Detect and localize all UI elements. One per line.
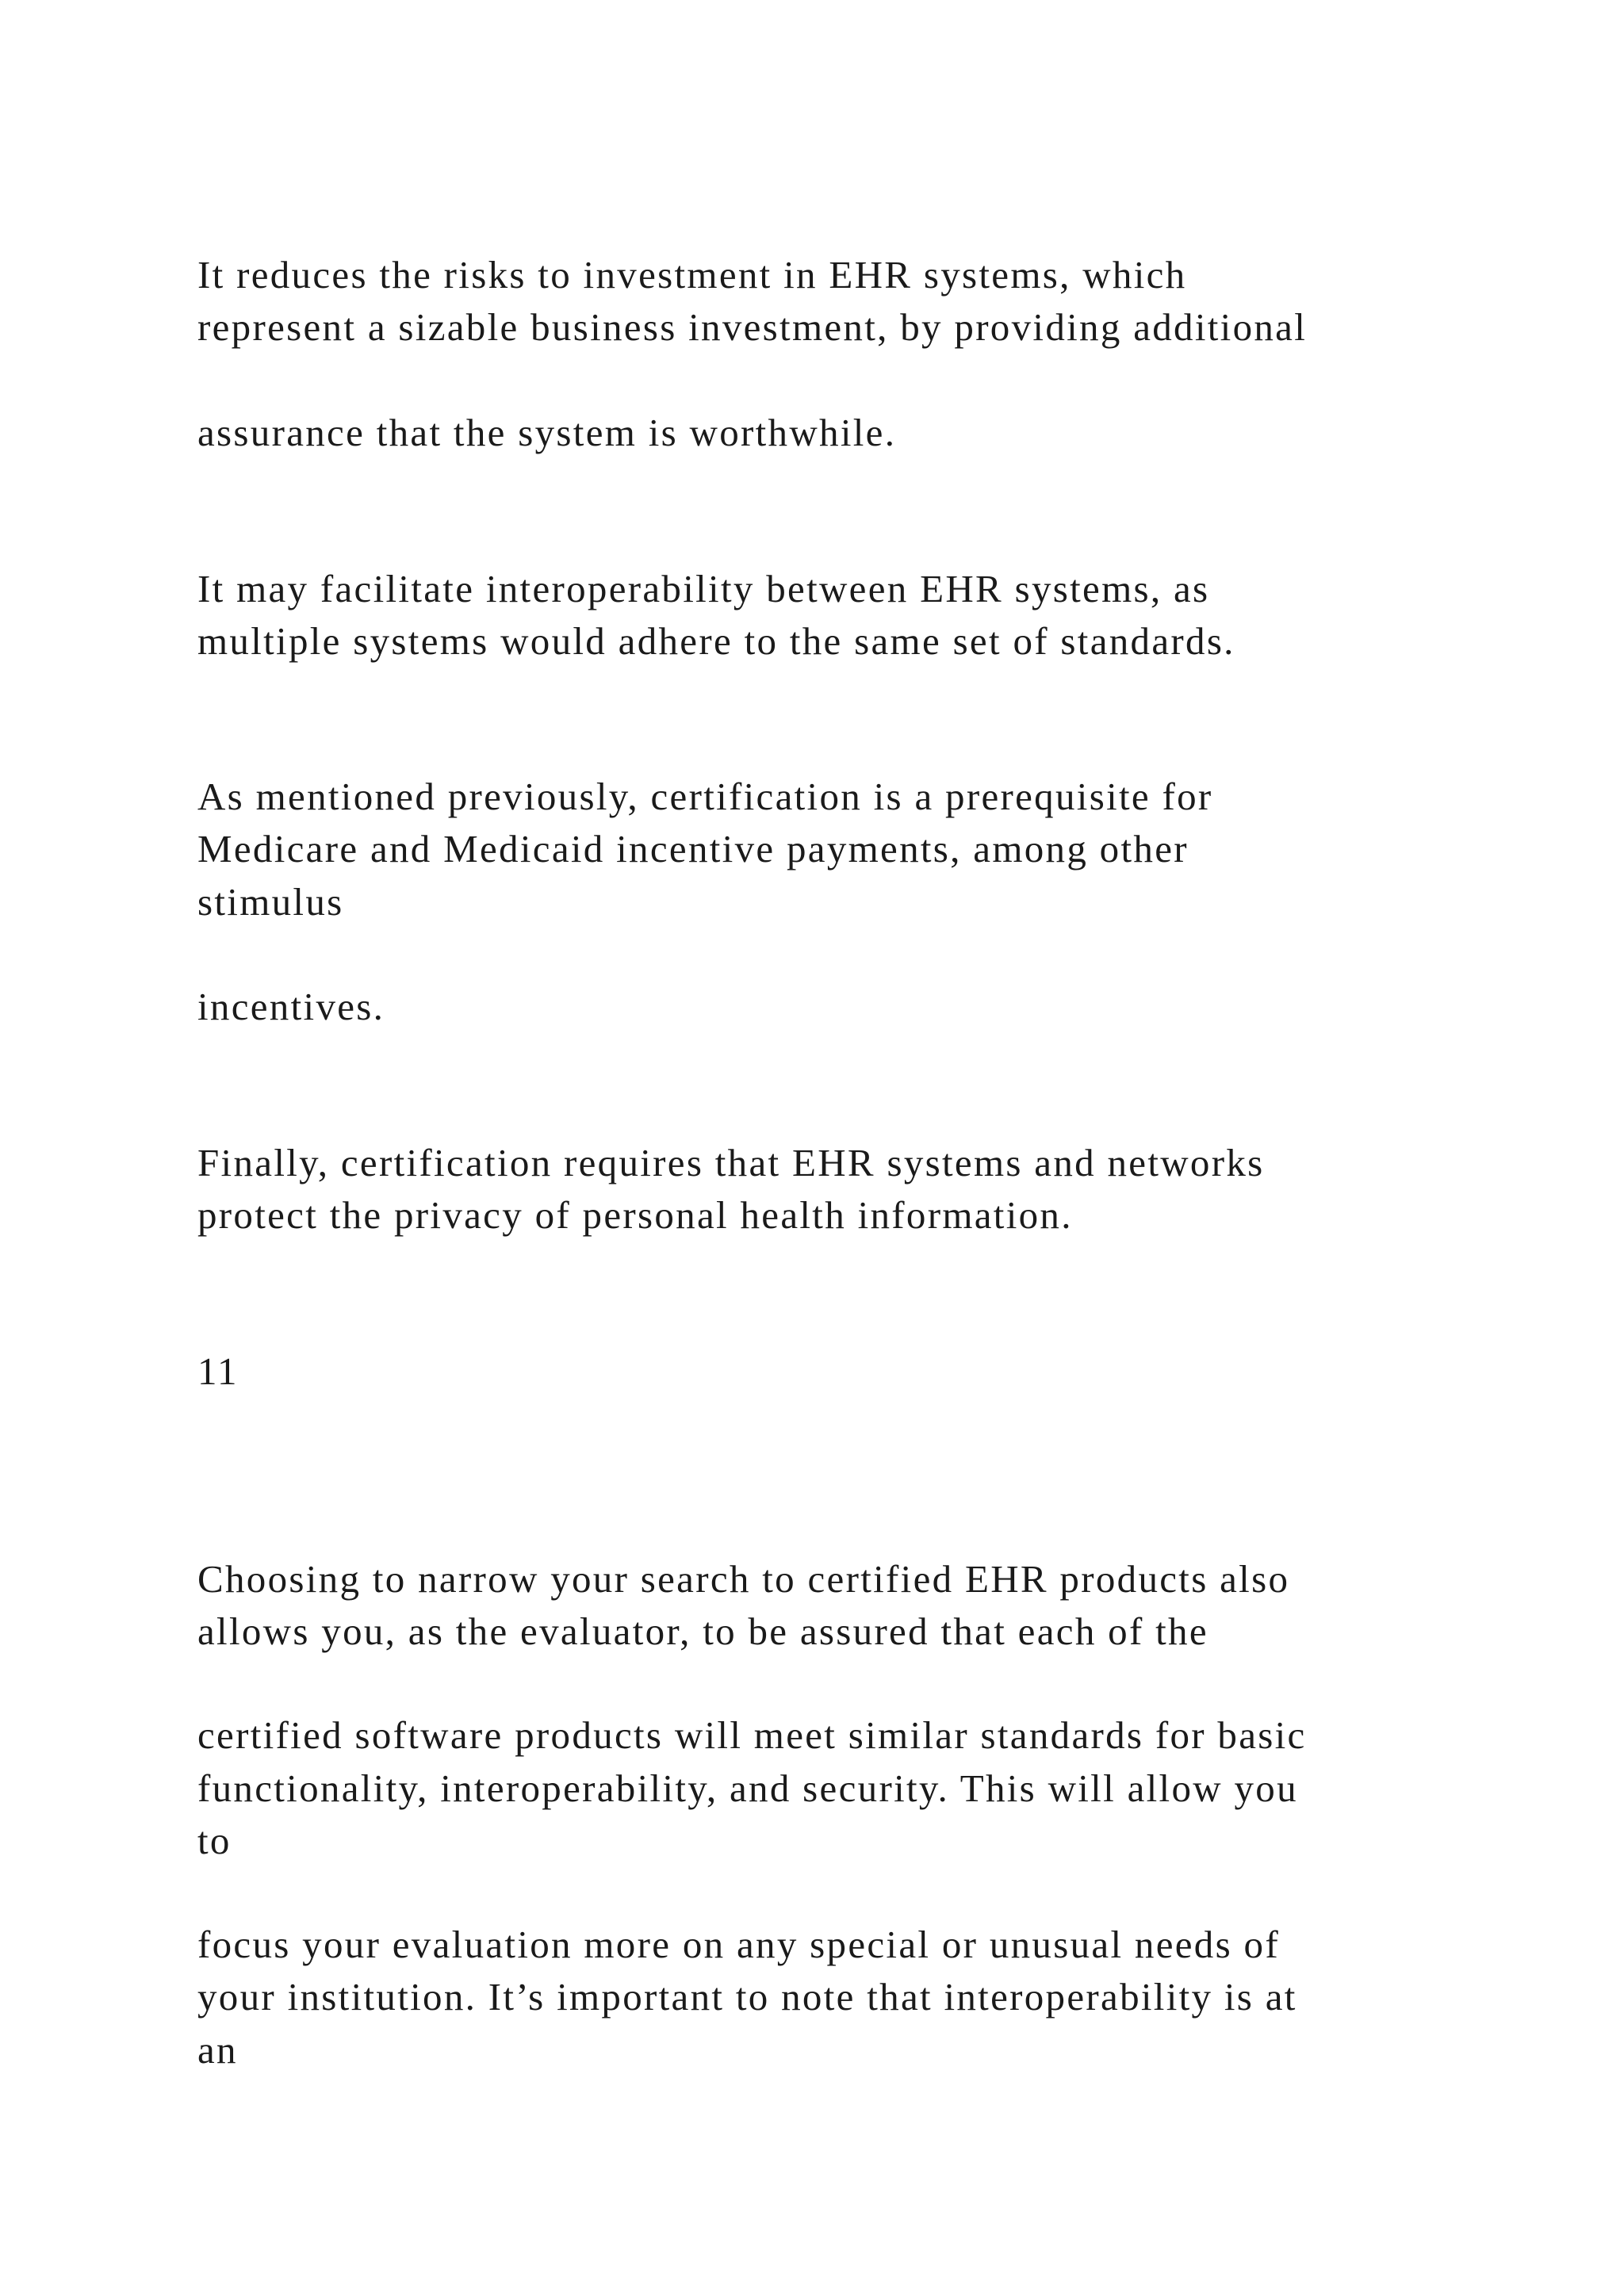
page-number: 11 [197, 1349, 239, 1393]
text-line: It reduces the risks to investment in EHR systems, which [197, 253, 1187, 297]
text-line: Finally, certification requires that EHR systems and networks [197, 1141, 1265, 1184]
text-line: It may facilitate interoperability between EHR systems, as [197, 567, 1210, 610]
text-line: stimulus [197, 880, 344, 924]
text-line: As mentioned previously, certification is a prerequisite for [197, 775, 1213, 818]
text-line: focus your evaluation more on any special or unusual needs of [197, 1923, 1280, 1966]
text-line: incentives. [197, 985, 385, 1028]
text-line: certified software products will meet similar standards for basic [197, 1713, 1307, 1757]
text-line: an [197, 2028, 238, 2072]
text-line: allows you, as the evaluator, to be assured that each of the [197, 1609, 1208, 1653]
text-line: Medicare and Medicaid incentive payments, among other [197, 827, 1189, 871]
text-line: to [197, 1819, 232, 1862]
text-line: multiple systems would adhere to the same set of standards. [197, 619, 1235, 663]
text-line: Choosing to narrow your search to certified EHR products also [197, 1557, 1290, 1601]
text-line: represent a sizable business investment, by providing additional [197, 305, 1308, 349]
text-line: assurance that the system is worthwhile. [197, 411, 897, 454]
text-line: protect the privacy of personal health information. [197, 1193, 1073, 1237]
text-line: functionality, interoperability, and security. This will allow you [197, 1766, 1298, 1810]
text-line: your institution. It’s important to note that interoperability is at [197, 1975, 1297, 2019]
